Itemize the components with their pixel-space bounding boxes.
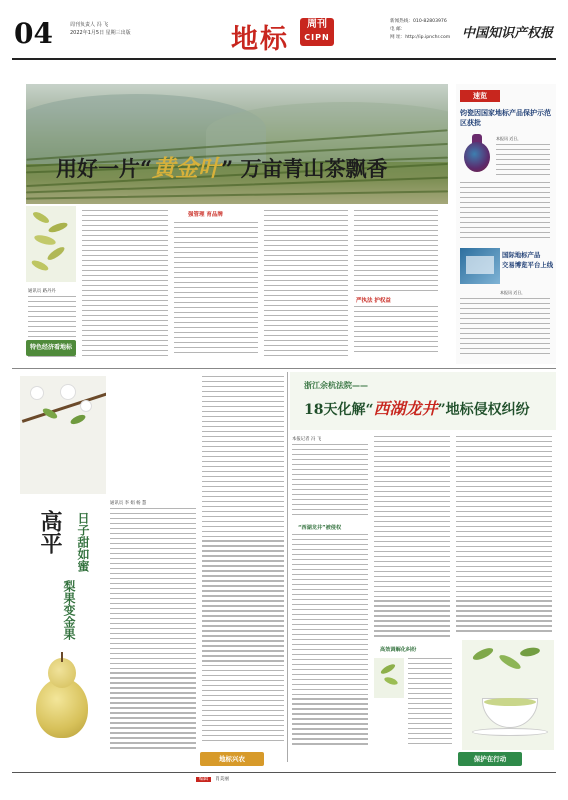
sidebar-panel [456,84,556,364]
tea-leaf-shape [47,221,68,234]
sidebar-byline: 本报讯 近日， [496,136,522,141]
lead-column-tag [26,340,76,356]
pear-title-3: 日子甜如蜜 [76,512,90,572]
header-rule [12,58,556,60]
longjing-headline-highlight: 西湖龙井 [373,399,438,418]
pear-text-column [202,376,284,750]
longjing-subhead-2: 高效调解化纠纷 [380,647,417,653]
lead-text-column [264,210,348,356]
pear-top [48,658,76,688]
pear-title-2: 梨果变金果 [62,580,76,640]
section-badge-bottom: CIPN [304,33,330,42]
tea-row [26,190,448,199]
column-divider [287,372,288,762]
lead-headline [56,150,456,190]
masthead: 中国知识产权报 [462,26,554,41]
longjing-column-tag-label: 保护在行动 [473,755,507,763]
lead-text-column [354,306,438,356]
longjing-column-tag [458,752,522,766]
tea-saucer [472,728,548,736]
tea-leaf-shape [498,653,523,672]
tea-cup-large-photo [462,640,554,750]
blossom-shape [60,384,76,400]
footer-designer-name: 肖美丽 [215,777,229,782]
lead-subhead: 强管理 育品牌 [188,212,223,218]
lead-headline-part1: 用好一片“ [56,156,153,181]
lead-text-column [174,222,258,356]
longjing-byline: 本报记者 冯 飞 [292,437,322,442]
pear-title-1: 高平 [37,510,63,554]
jun-porcelain-photo [462,134,492,174]
longjing-headline-pre: 18天化解“ [304,402,374,418]
leaf-shape [69,413,86,426]
tea-leaf-shape [383,676,398,686]
tea-leaf-shape [30,259,49,273]
sidebar-headline-2a: 国际地标产品 [502,251,541,259]
tea-leaf-shape [33,233,56,246]
header-subline-1: 周刊负责人 冯 飞 [70,22,109,28]
footer-editor [196,776,229,782]
lead-subhead-2: 严执法 护权益 [356,298,391,304]
pear-column-tag-label: 地标兴农 [219,755,245,763]
pear-blossom-photo [20,376,106,494]
sidebar-text [496,144,550,180]
pear-column-tag [200,752,264,766]
tea-leaf-shape [519,646,540,657]
contact-web: 网 址：http://ip.ipnchr.com [390,35,451,40]
lead-column-tag-label: 特色经济看地标 [29,344,72,351]
sidebar-text [460,182,550,244]
tea-leaf-shape [471,646,494,663]
vase-body [464,142,490,172]
lead-headline-highlight: 黄金叶 [152,155,222,182]
section-badge [300,18,334,46]
trade-platform-photo [460,248,500,284]
tea-leaf-shape [46,245,66,262]
sidebar-headline-2b: 交易博览平台上线 [502,261,554,269]
sidebar-headline: 钧瓷因国家地标产品保护示范区获批 [460,109,551,127]
footer-rule [12,772,556,773]
longjing-text-column [408,658,452,750]
longjing-headline-post: ”地标侵权纠纷 [437,402,530,418]
longjing-subhead-1: “西湖龙井”被侵权 [298,525,342,531]
longjing-header-band [290,372,556,430]
tea-liquid [484,698,536,706]
lead-text-column [354,210,438,294]
footer-editor-label: 编辑 [196,777,211,782]
page-number: 04 [14,17,53,50]
tea-leaf-shape [380,662,397,675]
lead-headline-part2: ” 万亩青山茶飘香 [221,156,388,181]
lead-byline: 通讯员 路丹丹 [28,289,56,294]
lead-text-column [82,210,168,356]
sidebar-tag [460,90,500,102]
sidebar-tag-label: 速览 [473,92,487,100]
sidebar-byline-2: 本报讯 近日， [500,290,526,295]
page-header [0,0,568,62]
tea-leaves-photo [26,206,76,282]
longjing-text-column [292,444,368,520]
contact-phone: 新闻热线：010-82803976 [390,19,447,24]
sidebar-text [460,298,550,360]
contact-email: 电 邮： [390,27,406,32]
blossom-shape [30,386,44,400]
longjing-text-column [292,534,368,750]
section-divider [12,368,556,369]
pear-byline: 通讯员 李 娟 杨 慧 [110,501,147,506]
pear-text-column [110,508,196,752]
blossom-shape [80,400,92,412]
header-subline-2: 2022年1月5日 星期三出版 [70,30,131,36]
tea-leaf-shape [31,210,50,225]
section-title: 地标 [231,24,289,55]
longjing-headline [304,396,554,419]
longjing-text-column [374,436,450,642]
platform-screen-shape [466,256,494,274]
tea-cup-photo [374,658,404,698]
pear-fruit-photo [30,652,94,742]
section-badge-top: 周刊 [307,19,327,30]
longjing-text-column [456,436,552,636]
longjing-kicker: 浙江余杭法院—— [304,381,368,390]
pear-stem [61,652,63,662]
